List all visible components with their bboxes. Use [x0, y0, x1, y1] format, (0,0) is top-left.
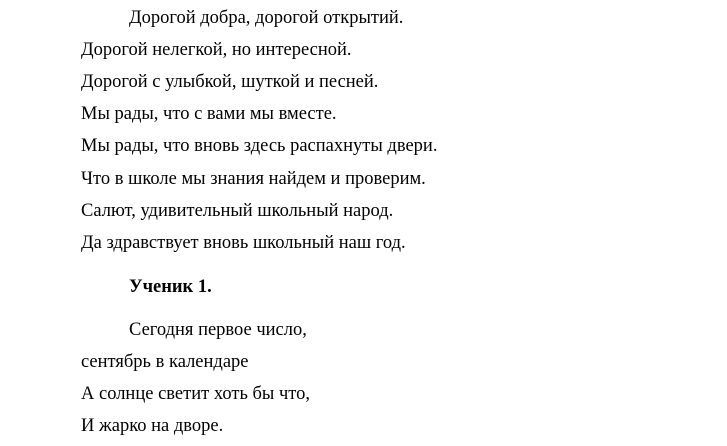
poem-line-7: Салют, удивительный школьный народ.: [81, 201, 394, 221]
poem-line-2: Дорогой нелегкой, но интересной.: [81, 40, 352, 60]
poem-line-3: Дорогой с улыбкой, шуткой и песней.: [81, 72, 379, 92]
poem2-line-3: А солнце светит хоть бы что,: [81, 384, 311, 404]
poem2-line-1: Сегодня первое число,: [129, 320, 307, 340]
speaker-heading: Ученик 1.: [129, 277, 212, 297]
poem-line-6: Что в школе мы знания найдем и проверим.: [81, 169, 426, 189]
poem-line-8: Да здравствует вновь школьный наш год.: [81, 233, 406, 253]
poem2-line-4: И жарко на дворе.: [81, 416, 224, 436]
poem-line-1: Дорогой добра, дорогой открытий.: [129, 8, 404, 28]
poem2-line-2: сентябрь в календаре: [81, 352, 249, 372]
poem-line-5: Мы рады, что вновь здесь распахнуты двери.: [81, 136, 438, 156]
poem-line-4: Мы рады, что с вами мы вместе.: [81, 104, 337, 124]
